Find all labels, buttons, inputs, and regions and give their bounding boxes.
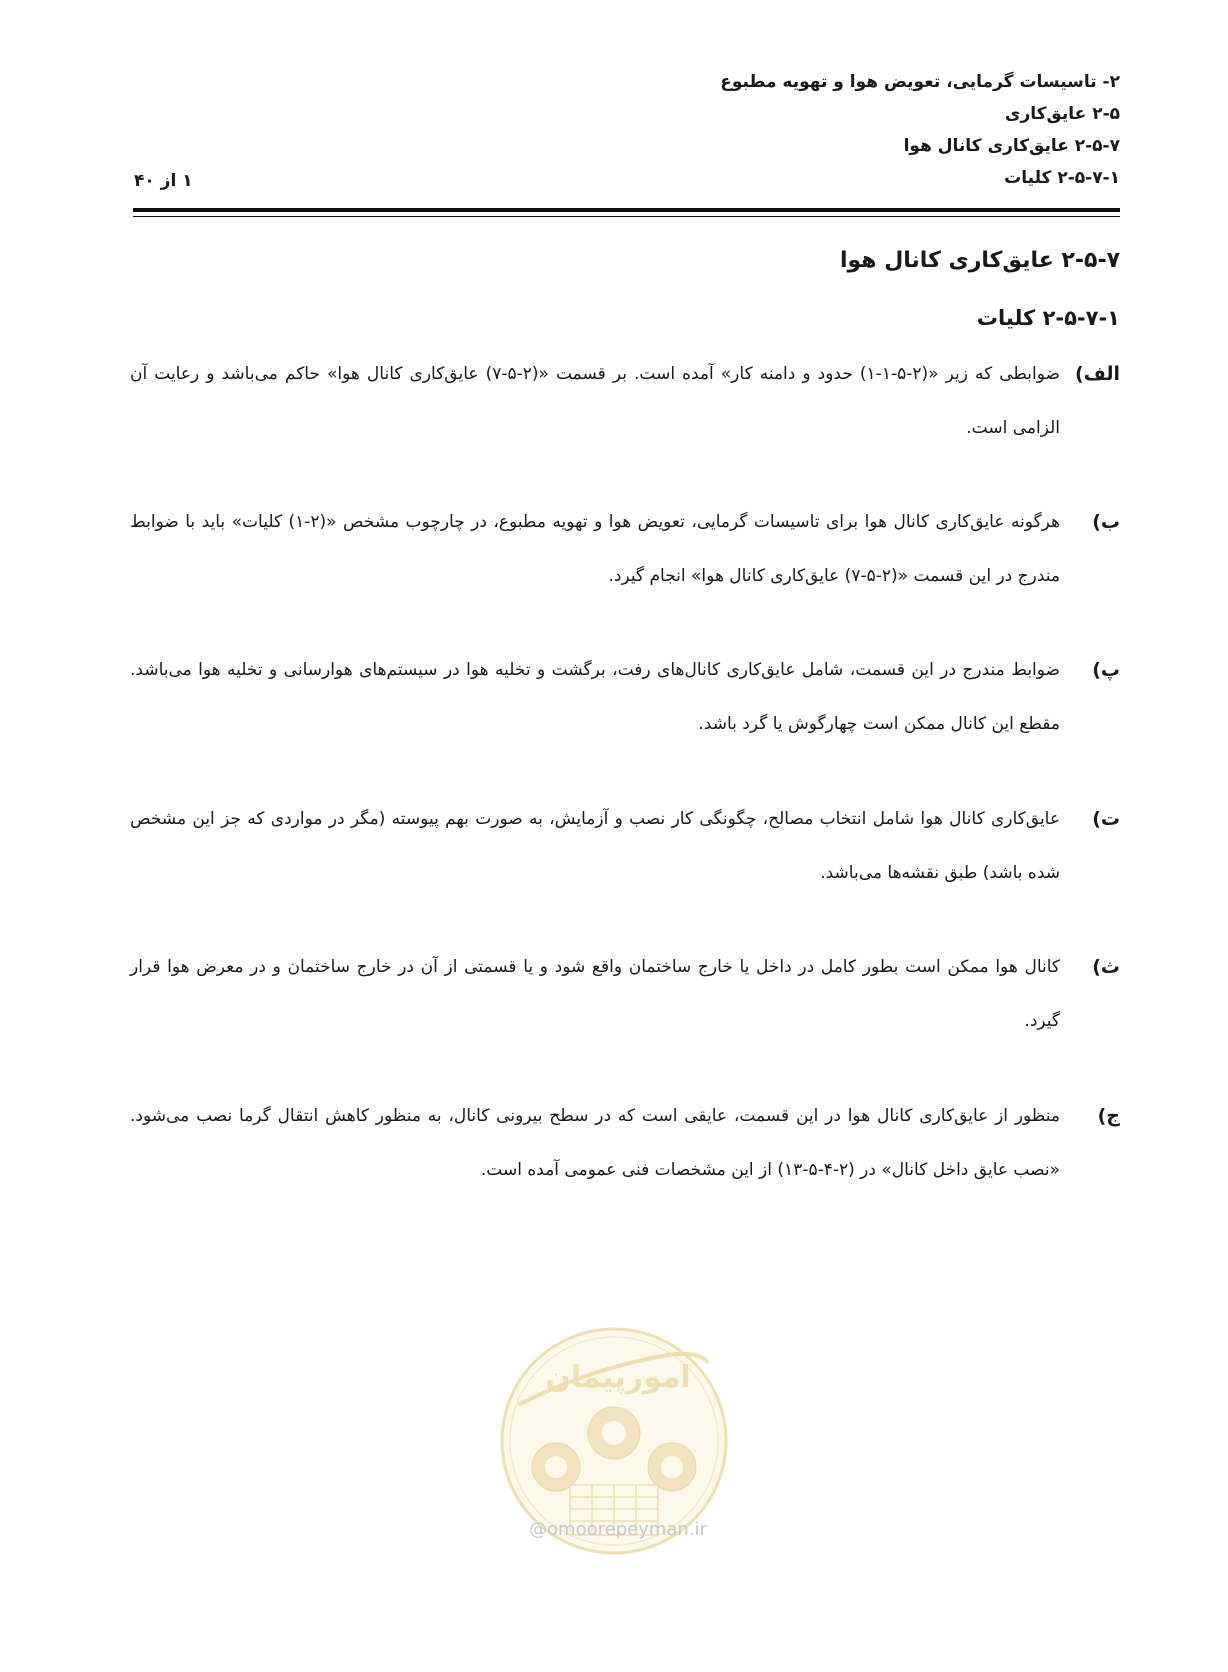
clause-letter: ب) (1092, 511, 1120, 533)
clause-text: هرگونه عایق‌کاری کانال هوا برای تاسیسات گرمایی، تعویض هوا و تهویه مطبوع، در چارچوب مشخص «(۲-۱) کلیات» باید با ضوابط مندرج در این قسمت «(۲-۵-۷) عایق‌کاری کانال هوا» انجام گیرد. (130, 512, 1061, 586)
header-topic: ۲-۵-۷-۱ کلیات (1004, 168, 1120, 188)
clause-se (130, 940, 1120, 1048)
header-chapter: ۲- تاسیسات گرمایی، تعویض هوا و تهویه مطبوع (720, 72, 1120, 92)
clause-text: ضوابط مندرج در این قسمت، شامل عایق‌کاری کانال‌های رفت، برگشت و تخلیه هوا در سیستم‌های هوارسانی و تخلیه هوا می‌باشد. مقطع این کانال ممکن است چهارگوش یا گرد باشد. (130, 660, 1060, 734)
clause-text: کانال هوا ممکن است بطور کامل در داخل یا خارج ساختمان واقع شود و یا قسمتی از آن در خارج ساختمان و در معرض هوا قرار گیرد. (130, 957, 1060, 1031)
running-header (120, 66, 1120, 194)
header-section: ۲-۵ عایق‌کاری (1004, 104, 1120, 124)
clause-pe (130, 643, 1120, 751)
clause-letter: الف) (1075, 363, 1120, 385)
clause-text: ضوابطی که زیر «(۲-۵-۱-۱) حدود و دامنه کار» آمده است. بر قسمت «(۲-۵-۷) عایق‌کاری کانال هوا» حاکم می‌باشد و رعایت آن الزامی است. (130, 364, 1060, 438)
watermark-logo-text: امورپیمان (545, 1360, 691, 1395)
header-divider-thick (133, 208, 1120, 212)
subsection-title: ۲-۵-۷-۱ کلیات (976, 306, 1120, 330)
header-subsection: ۲-۵-۷ عایق‌کاری کانال هوا (903, 136, 1120, 156)
clause-jim (130, 1089, 1120, 1197)
clause-be (130, 495, 1120, 603)
clause-alef (130, 347, 1120, 455)
page-number: ۱ از ۴۰ (134, 171, 193, 191)
clause-letter: ت) (1092, 808, 1120, 830)
watermark-site: @omoorepeyman.ir (529, 1519, 707, 1540)
section-title: ۲-۵-۷ عایق‌کاری کانال هوا (839, 248, 1120, 273)
clause-text: منظور از عایق‌کاری کانال هوا در این قسمت، عایقی است که در سطح بیرونی کانال، به منظور کاهش انتقال گرما نصب می‌شود. «نصب عایق داخل کانال» در (۲-۴-۵-۱۳) از این مشخصات فنی عمومی آمده است. (130, 1106, 1060, 1180)
clause-letter: ث) (1092, 956, 1120, 978)
clause-te (130, 792, 1120, 900)
clause-text: عایق‌کاری کانال هوا شامل انتخاب مصالح، چگونگی کار نصب و آزمایش، به صورت بهم پیوسته (مگر در مواردی که جز این مشخص شده باشد) طبق نقشه‌ها می‌باشد. (130, 809, 1060, 883)
clause-letter: پ) (1092, 659, 1120, 681)
header-divider-thin (133, 216, 1120, 217)
clause-letter: ج) (1097, 1105, 1120, 1127)
